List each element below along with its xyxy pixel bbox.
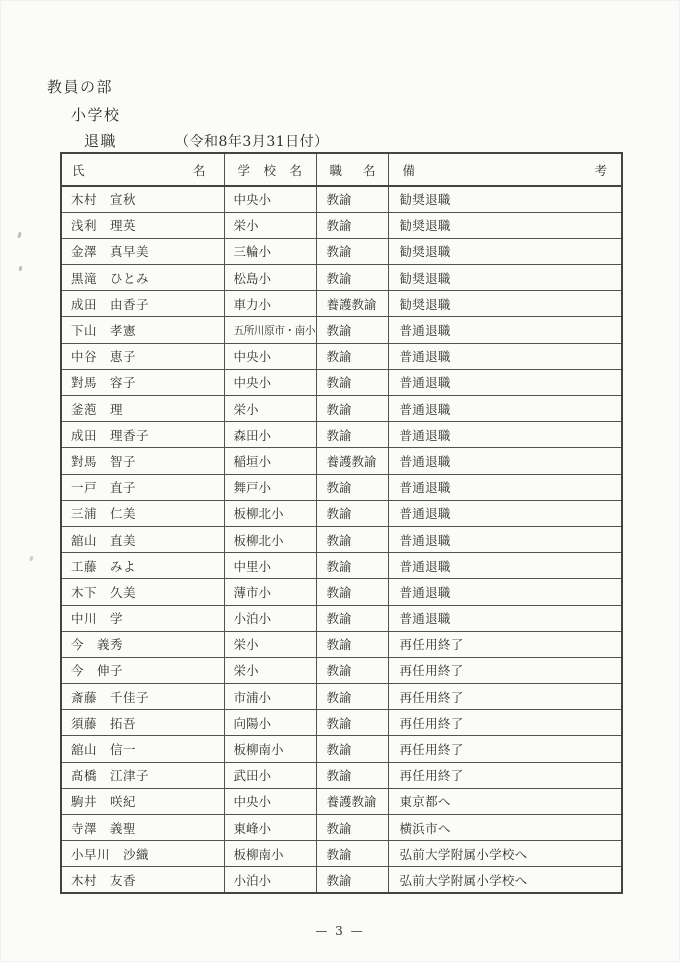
school-cell: 小泊小 — [224, 867, 316, 893]
remarks-cell: 勧奨退職 — [388, 212, 622, 238]
name-cell: 釜萢 理 — [61, 396, 224, 422]
name-cell: 木村 宣秋 — [61, 186, 224, 212]
name-cell: 今 義秀 — [61, 631, 224, 657]
remarks-cell: 普通退職 — [388, 343, 622, 369]
school-cell: 栄小 — [224, 657, 316, 683]
remarks-cell: 普通退職 — [388, 474, 622, 500]
page-number: — 3 — — [315, 924, 365, 938]
category-title-row — [84, 130, 329, 151]
header-school: 学 校 名 — [224, 153, 316, 186]
school-cell: 栄小 — [224, 396, 316, 422]
name-cell: 舘山 信一 — [61, 736, 224, 762]
title-cell: 教諭 — [316, 422, 388, 448]
name-cell: 黒滝 ひとみ — [61, 265, 224, 291]
category-title: 退職 — [84, 132, 118, 150]
table-row — [61, 736, 622, 762]
name-cell: 木下 久美 — [61, 579, 224, 605]
table-row — [61, 396, 622, 422]
table-body — [61, 186, 622, 893]
table-row — [61, 657, 622, 683]
title-cell: 教諭 — [316, 317, 388, 343]
name-cell: 工藤 みよ — [61, 553, 224, 579]
table-row — [61, 186, 622, 212]
remarks-cell: 再任用終了 — [388, 631, 622, 657]
school-cell: 栄小 — [224, 212, 316, 238]
school-cell: 中央小 — [224, 343, 316, 369]
remarks-cell: 普通退職 — [388, 605, 622, 631]
school-cell: 薄市小 — [224, 579, 316, 605]
header-title-right: 名 — [362, 162, 376, 178]
title-cell: 養護教諭 — [316, 448, 388, 474]
name-cell: 寺澤 義聖 — [61, 815, 224, 841]
title-cell: 教諭 — [316, 238, 388, 264]
table-row — [61, 448, 622, 474]
school-cell: 板柳北小 — [224, 526, 316, 552]
table-row — [61, 579, 622, 605]
school-cell: 武田小 — [224, 762, 316, 788]
remarks-cell: 普通退職 — [388, 553, 622, 579]
title-cell: 教諭 — [316, 579, 388, 605]
header-name-left: 氏 — [72, 162, 85, 178]
name-cell: 駒井 咲紀 — [61, 788, 224, 814]
header-remarks-left: 備 — [402, 162, 416, 178]
table-row — [61, 710, 622, 736]
name-cell: 三浦 仁美 — [61, 500, 224, 526]
remarks-cell: 横浜市へ — [388, 815, 622, 841]
title-cell: 教諭 — [316, 265, 388, 291]
title-cell: 教諭 — [316, 657, 388, 683]
scan-artifact — [19, 266, 23, 272]
name-cell: 中谷 恵子 — [61, 343, 224, 369]
title-cell: 教諭 — [316, 553, 388, 579]
school-cell: 稲垣小 — [224, 448, 316, 474]
remarks-cell: 勧奨退職 — [388, 186, 622, 212]
remarks-cell: 再任用終了 — [388, 762, 622, 788]
remarks-cell: 普通退職 — [388, 448, 622, 474]
header-title — [316, 153, 388, 186]
school-cell: 向陽小 — [224, 710, 316, 736]
title-cell: 教諭 — [316, 815, 388, 841]
title-cell: 教諭 — [316, 710, 388, 736]
school-cell: 板柳南小 — [224, 736, 316, 762]
table-row — [61, 343, 622, 369]
title-cell: 教諭 — [316, 396, 388, 422]
table-header-row — [61, 153, 622, 186]
remarks-cell: 普通退職 — [388, 526, 622, 552]
name-cell: 中川 学 — [61, 605, 224, 631]
school-cell: 車力小 — [224, 291, 316, 317]
title-cell: 教諭 — [316, 369, 388, 395]
table-row — [61, 815, 622, 841]
remarks-cell: 再任用終了 — [388, 684, 622, 710]
table-row — [61, 762, 622, 788]
table-row — [61, 526, 622, 552]
scan-artifact — [17, 232, 22, 239]
name-cell: 成田 由香子 — [61, 291, 224, 317]
scan-artifact — [29, 556, 34, 562]
school-cell: 舞戸小 — [224, 474, 316, 500]
date-note: （令和8年3月31日付） — [175, 134, 329, 150]
remarks-cell: 普通退職 — [388, 317, 622, 343]
table-row — [61, 212, 622, 238]
school-cell: 板柳南小 — [224, 841, 316, 867]
title-cell: 教諭 — [316, 762, 388, 788]
remarks-cell: 再任用終了 — [388, 736, 622, 762]
table-row — [61, 265, 622, 291]
school-cell: 三輪小 — [224, 238, 316, 264]
name-cell: 對馬 智子 — [61, 448, 224, 474]
name-cell: 一戸 直子 — [61, 474, 224, 500]
title-cell: 教諭 — [316, 343, 388, 369]
table-row — [61, 369, 622, 395]
title-cell: 養護教諭 — [316, 291, 388, 317]
table-row — [61, 841, 622, 867]
remarks-cell: 再任用終了 — [388, 710, 622, 736]
remarks-cell: 弘前大学附属小学校へ — [388, 867, 622, 893]
header-name — [61, 153, 224, 186]
header-remarks-right: 考 — [594, 162, 607, 178]
section-title: 教員の部 — [47, 78, 114, 96]
remarks-cell: 勧奨退職 — [388, 238, 622, 264]
name-cell: 對馬 容子 — [61, 369, 224, 395]
name-cell: 木村 友香 — [61, 867, 224, 893]
title-cell: 教諭 — [316, 684, 388, 710]
table-row — [61, 684, 622, 710]
title-cell: 教諭 — [316, 500, 388, 526]
title-cell: 教諭 — [316, 867, 388, 893]
header-remarks — [388, 153, 622, 186]
school-cell: 中央小 — [224, 788, 316, 814]
name-cell: 斎藤 千佳子 — [61, 684, 224, 710]
table-row — [61, 474, 622, 500]
title-cell: 教諭 — [316, 474, 388, 500]
school-cell: 中里小 — [224, 553, 316, 579]
school-cell: 小泊小 — [224, 605, 316, 631]
table-row — [61, 500, 622, 526]
title-cell: 教諭 — [316, 605, 388, 631]
table-row — [61, 605, 622, 631]
remarks-cell: 普通退職 — [388, 396, 622, 422]
remarks-cell: 普通退職 — [388, 369, 622, 395]
remarks-cell: 普通退職 — [388, 500, 622, 526]
title-cell: 教諭 — [316, 736, 388, 762]
subsection-title: 小学校 — [71, 106, 121, 124]
table-row — [61, 291, 622, 317]
name-cell: 髙橋 江津子 — [61, 762, 224, 788]
remarks-cell: 東京都へ — [388, 788, 622, 814]
table-row — [61, 553, 622, 579]
school-cell: 五所川原市・南小 — [224, 317, 316, 343]
name-cell: 小早川 沙織 — [61, 841, 224, 867]
school-cell: 東峰小 — [224, 815, 316, 841]
title-cell: 教諭 — [316, 631, 388, 657]
name-cell: 舘山 直美 — [61, 526, 224, 552]
title-cell: 教諭 — [316, 841, 388, 867]
table-row — [61, 788, 622, 814]
table-row — [61, 238, 622, 264]
name-cell: 金澤 真早美 — [61, 238, 224, 264]
title-cell: 教諭 — [316, 186, 388, 212]
school-cell: 栄小 — [224, 631, 316, 657]
name-cell: 下山 孝憲 — [61, 317, 224, 343]
table-row — [61, 317, 622, 343]
remarks-cell: 勧奨退職 — [388, 265, 622, 291]
school-cell: 中央小 — [224, 369, 316, 395]
school-cell: 森田小 — [224, 422, 316, 448]
name-cell: 今 伸子 — [61, 657, 224, 683]
title-cell: 教諭 — [316, 212, 388, 238]
name-cell: 成田 理香子 — [61, 422, 224, 448]
header-name-right: 名 — [192, 162, 206, 178]
remarks-cell: 勧奨退職 — [388, 291, 622, 317]
retirement-table — [60, 152, 623, 894]
remarks-cell: 弘前大学附属小学校へ — [388, 841, 622, 867]
table-row — [61, 867, 622, 893]
remarks-cell: 普通退職 — [388, 422, 622, 448]
school-cell: 市浦小 — [224, 684, 316, 710]
school-cell: 松島小 — [224, 265, 316, 291]
table-row — [61, 422, 622, 448]
school-cell: 板柳北小 — [224, 500, 316, 526]
remarks-cell: 普通退職 — [388, 579, 622, 605]
table-row — [61, 631, 622, 657]
name-cell: 須藤 拓吾 — [61, 710, 224, 736]
school-cell: 中央小 — [224, 186, 316, 212]
title-cell: 教諭 — [316, 526, 388, 552]
name-cell: 浅利 理英 — [61, 212, 224, 238]
title-cell: 養護教諭 — [316, 788, 388, 814]
remarks-cell: 再任用終了 — [388, 657, 622, 683]
header-title-left: 職 — [329, 162, 343, 178]
